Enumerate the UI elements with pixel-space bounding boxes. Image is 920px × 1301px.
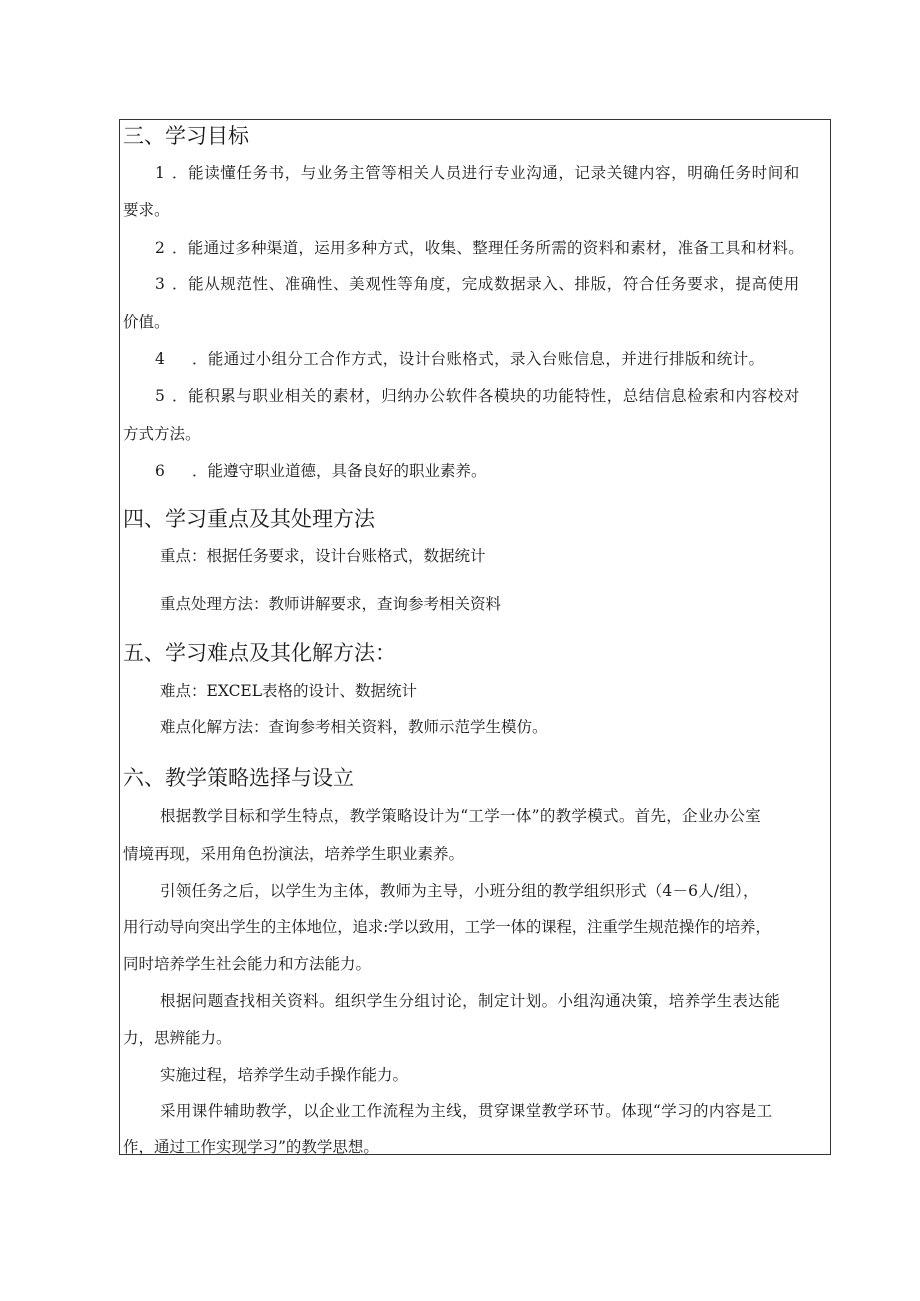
objective-4-number: 4 xyxy=(155,350,165,368)
strategy-paragraph-2-cont-1: 用行动导向突出学生的主体地位，追求:学以致用，工学一体的课程，注重学生规范操作的培养， xyxy=(123,918,771,936)
difficulty-method-text: 难点化解方法：查询参考相关资料，教师示范学生模仿。 xyxy=(160,718,548,736)
strategy-paragraph-2: 引领任务之后，以学生为主体，教师为主导，小班分组的教学组织形式（4－6人/组）， xyxy=(160,882,759,900)
objective-2-number: 2 xyxy=(155,239,165,257)
section-heading-objectives: 三、学习目标 xyxy=(123,124,249,148)
objective-2-text: ．能通过多种渠道，运用多种方式，收集、整理任务所需的资料和素材，准备工具和材料。 xyxy=(172,239,805,257)
objective-5-text-cont: 方式方法。 xyxy=(123,425,201,443)
section-heading-key-points: 四、学习重点及其处理方法 xyxy=(123,507,375,531)
objective-3-number: 3 xyxy=(155,275,165,293)
objective-1-number: 1 xyxy=(155,164,165,182)
strategy-paragraph-5: 采用课件辅助教学，以企业工作流程为主线，贯穿课堂教学环节。体现“学习的内容是工 xyxy=(160,1102,773,1120)
key-point-method-text: 重点处理方法：教师讲解要求，查询参考相关资料 xyxy=(160,595,502,613)
section-heading-difficulties: 五、学习难点及其化解方法： xyxy=(123,641,396,665)
objective-1-text-cont: 要求。 xyxy=(123,201,170,219)
strategy-paragraph-3-cont: 力，思辨能力。 xyxy=(123,1029,232,1047)
objective-3-text: ．能从规范性、准确性、美观性等角度，完成数据录入、排版，符合任务要求，提高使用 xyxy=(172,275,800,293)
objective-5-number: 5 xyxy=(155,387,165,405)
strategy-paragraph-2-cont-2: 同时培养学生社会能力和方法能力。 xyxy=(123,955,372,973)
strategy-paragraph-1: 根据教学目标和学生特点，教学策略设计为“工学一体”的教学模式。首先，企业办公室 xyxy=(160,807,762,825)
objective-3-text-cont: 价值。 xyxy=(123,313,170,331)
section-heading-strategy: 六、教学策略选择与设立 xyxy=(123,766,354,790)
strategy-paragraph-1-cont: 情境再现，采用角色扮演法，培养学生职业素养。 xyxy=(123,845,465,863)
objective-1-text: ．能读懂任务书，与业务主管等相关人员进行专业沟通，记录关键内容，明确任务时间和 xyxy=(172,164,800,182)
key-point-text: 重点：根据任务要求，设计台账格式，数据统计 xyxy=(160,547,486,565)
objective-6-number: 6 xyxy=(155,462,165,480)
objective-6-text: ．能遵守职业道德，具备良好的职业素养。 xyxy=(192,462,487,480)
strategy-paragraph-4: 实施过程，培养学生动手操作能力。 xyxy=(160,1066,409,1084)
objective-4-text: ．能通过小组分工合作方式，设计台账格式，录入台账信息，并进行排版和统计。 xyxy=(192,350,765,368)
difficulty-text: 难点：EXCEL表格的设计、数据统计 xyxy=(160,682,418,700)
strategy-paragraph-5-cont: 作，通过工作实现学习”的教学思想。 xyxy=(123,1138,379,1156)
strategy-paragraph-3: 根据问题查找相关资料。组织学生分组讨论，制定计划。小组沟通决策，培养学生表达能 xyxy=(160,992,781,1010)
objective-5-text: ．能积累与职业相关的素材，归纳办公软件各模块的功能特性，总结信息检索和内容校对 xyxy=(172,387,800,405)
